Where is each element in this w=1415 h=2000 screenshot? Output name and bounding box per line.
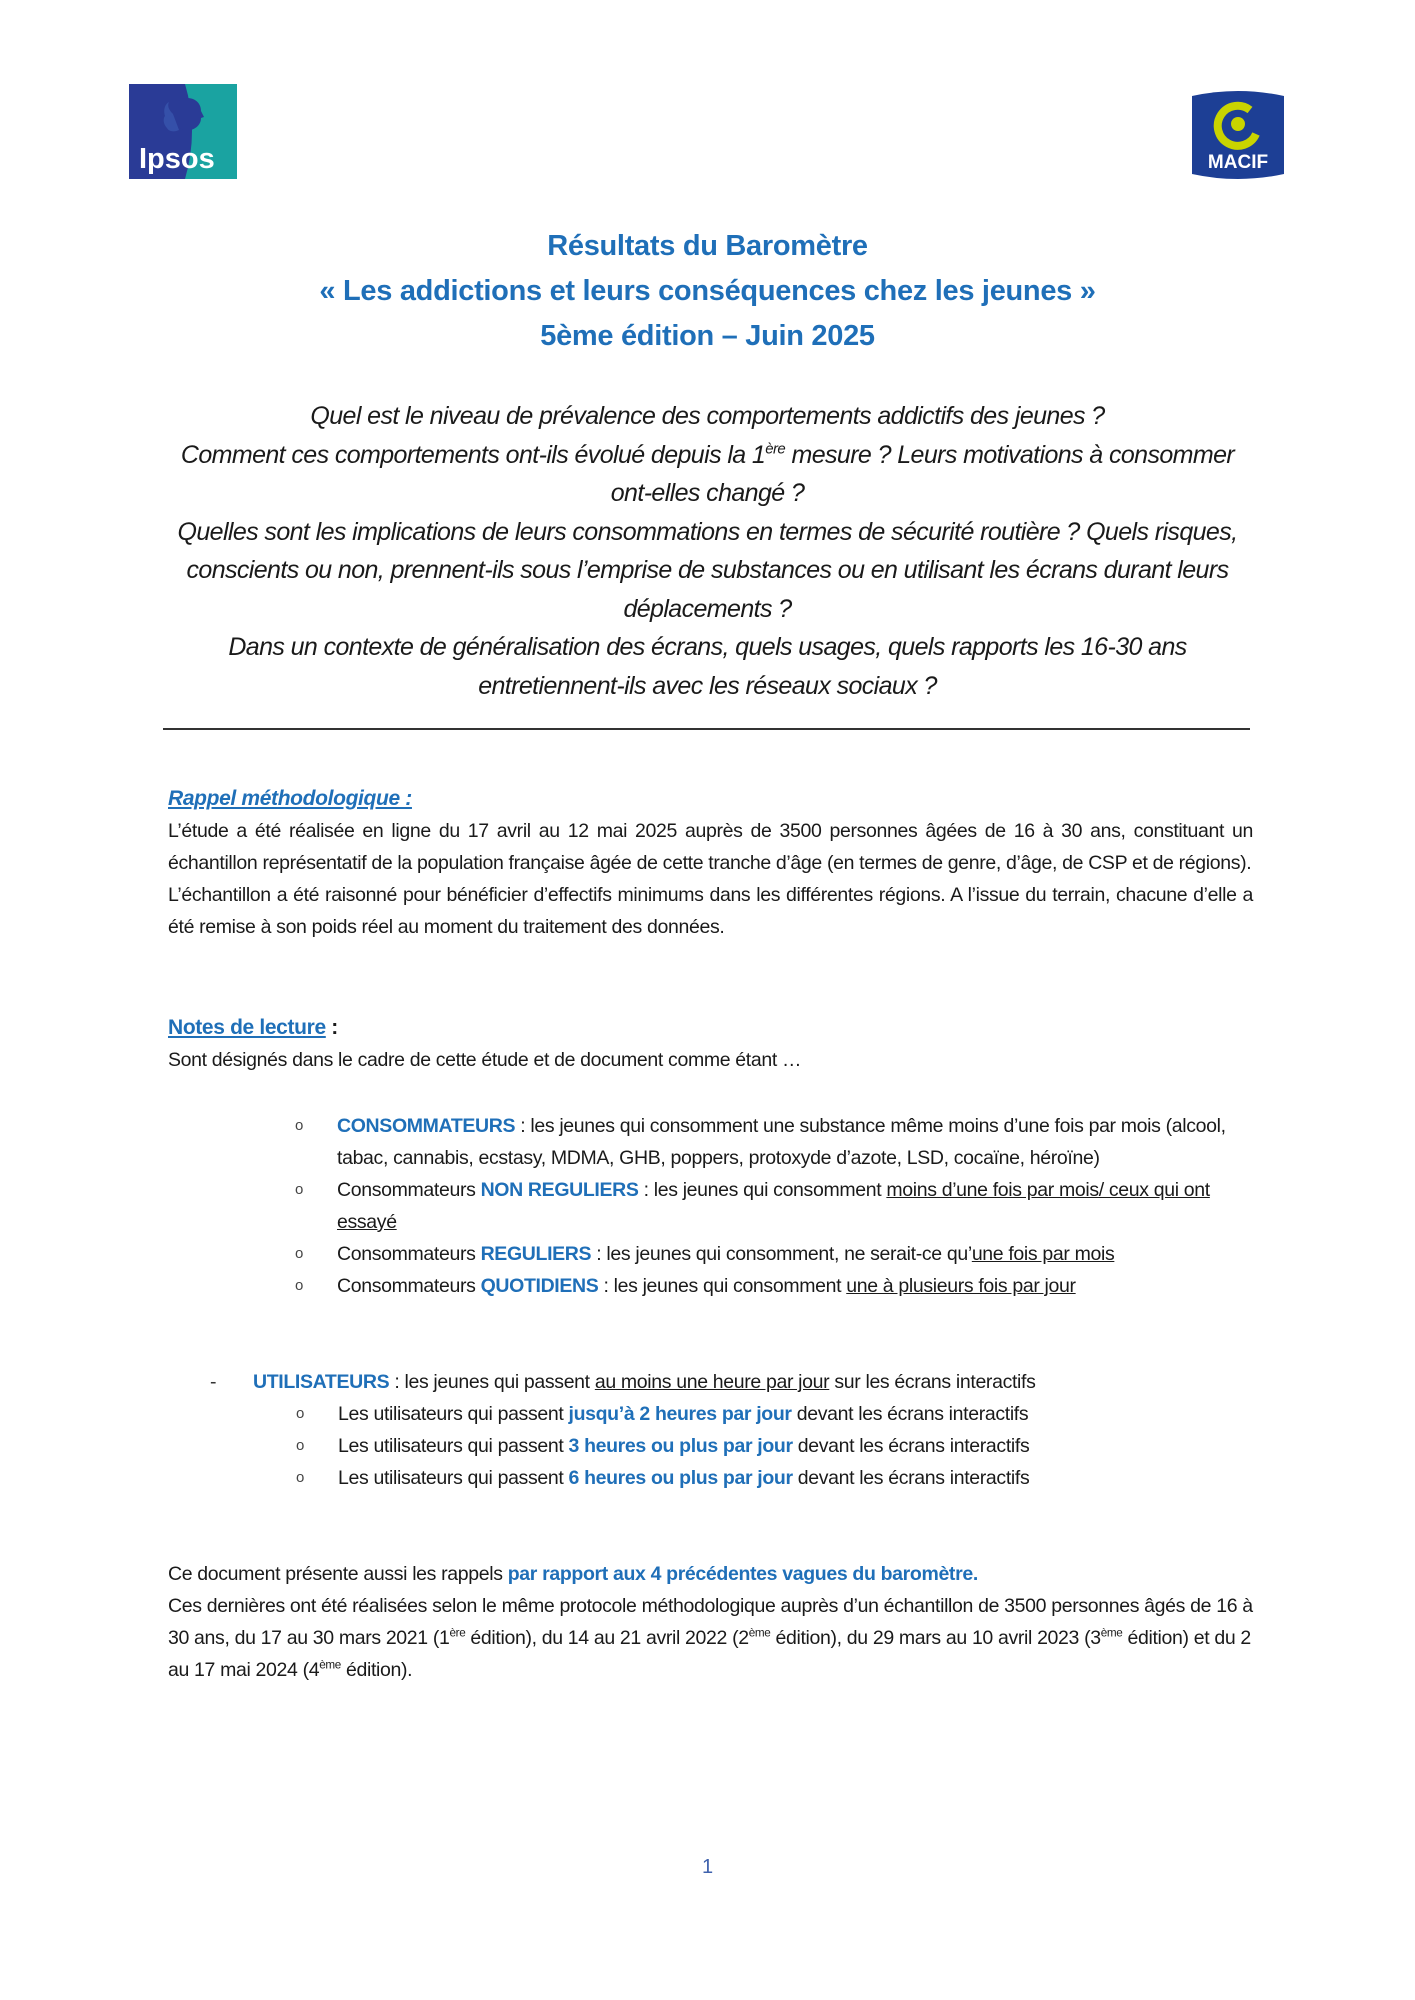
item-keyword: NON REGULIERS <box>480 1179 639 1201</box>
circle-bullet-icon: o <box>296 1469 304 1486</box>
item-text: : les jeunes qui passent <box>389 1371 595 1393</box>
circle-bullet-icon: o <box>295 1181 303 1198</box>
list-item <box>295 1110 1255 1174</box>
details-text-c: édition), du 29 mars au 10 avril 2023 (3 <box>770 1627 1101 1649</box>
circle-bullet-icon: o <box>295 1117 303 1134</box>
previous-waves-highlight: par rapport aux 4 précédentes vagues du baromètre. <box>507 1563 978 1585</box>
superscript-3: ème <box>1100 1626 1123 1640</box>
methodology-section <box>168 783 1253 943</box>
details-text-d: édition) et du 2 au 17 mai 2024 (4 <box>168 1627 1251 1681</box>
details-text-e: édition). <box>340 1659 413 1681</box>
svg-text:Ipsos: Ipsos <box>139 143 215 175</box>
item-underlined: moins d’une fois par mois/ ceux qui ont essayé <box>337 1179 1210 1233</box>
item-prefix: Les utilisateurs qui passent <box>338 1467 569 1489</box>
list-item <box>295 1238 1255 1270</box>
question-2-superscript: ère <box>765 440 786 458</box>
question-4: Dans un contexte de généralisation des écrans, quels usages, quels rapports les 16-30 ans entretiennent-ils avec les réseaux sociaux ? <box>228 633 1187 700</box>
item-text: : les jeunes qui consomment <box>598 1275 847 1297</box>
methodology-paragraph-1: L’étude a été réalisée en ligne du 17 avril au 12 mai 2025 auprès de 3500 personnes âgées de 16 à 30 ans, constituant un échantillon représentatif de la population française âgée de cette tranche d’âge (en termes de genre, d’âge, de CSP et de régions). <box>168 820 1253 874</box>
item-underlined: une à plusieurs fois par jour <box>846 1275 1076 1297</box>
ipsos-logo <box>129 84 237 179</box>
methodology-paragraph-2: L’échantillon a été raisonné pour bénéficier d’effectifs minimums dans les différentes régions. A l’issue du terrain, chacune d’elle a été remise à son poids réel au moment du traitement des données. <box>168 884 1253 938</box>
item-underlined: au moins une heure par jour <box>594 1371 830 1393</box>
item-keyword: UTILISATEURS <box>253 1371 390 1393</box>
item-underlined: une fois par mois <box>971 1243 1115 1265</box>
item-keyword: QUOTIDIENS <box>480 1275 599 1297</box>
question-1: Quel est le niveau de prévalence des comportements addictifs des jeunes ? <box>310 402 1105 430</box>
user-sub-list <box>296 1398 1210 1494</box>
consumer-definitions-list <box>295 1110 1255 1302</box>
item-prefix: Les utilisateurs qui passent <box>338 1403 569 1425</box>
item-prefix: Les utilisateurs qui passent <box>338 1435 569 1457</box>
superscript-4: ème <box>319 1658 341 1672</box>
research-questions <box>160 397 1255 705</box>
item-prefix: Consommateurs <box>337 1275 481 1297</box>
item-text-after: sur les écrans interactifs <box>829 1371 1036 1393</box>
item-keyword: 6 heures ou plus par jour <box>568 1467 793 1489</box>
dash-bullet-icon: - <box>210 1371 217 1393</box>
question-2 <box>160 436 1255 513</box>
macif-logo <box>1188 88 1288 180</box>
list-item <box>295 1270 1255 1302</box>
list-item <box>296 1462 1210 1494</box>
ipsos-logo-icon <box>129 84 237 179</box>
reading-notes-colon: : <box>325 1016 338 1039</box>
svg-text:MACIF: MACIF <box>1207 152 1269 173</box>
title-line-3: 5ème édition – Juin 2025 <box>540 320 875 352</box>
item-keyword: CONSOMMATEURS <box>337 1115 516 1137</box>
previous-waves-details <box>168 1590 1253 1686</box>
list-item <box>295 1174 1255 1238</box>
superscript-2: ème <box>748 1626 771 1640</box>
item-keyword: 3 heures ou plus par jour <box>568 1435 793 1457</box>
circle-bullet-icon: o <box>296 1437 304 1454</box>
question-2-text-b: mesure ? Leurs motivations à consommer ont-elles changé ? <box>610 440 1235 507</box>
question-2-text-a: Comment ces comportements ont-ils évolué depuis la 1 <box>180 440 766 469</box>
macif-logo-icon <box>1188 88 1288 180</box>
methodology-heading: Rappel méthodologique : <box>168 787 412 810</box>
item-suffix: devant les écrans interactifs <box>791 1403 1029 1425</box>
item-keyword: REGULIERS <box>480 1243 592 1265</box>
item-keyword: jusqu’à 2 heures par jour <box>568 1403 792 1425</box>
list-item <box>296 1398 1210 1430</box>
details-text-a: Ces dernières ont été réalisées selon le même protocole méthodologique auprès d’un échantillon de 3500 personnes âgés de 16 à 30 ans, du 17 au 30 mars 2021 (1 <box>168 1595 1253 1649</box>
previous-waves-intro-text: Ce document présente aussi les rappels <box>168 1563 508 1585</box>
circle-bullet-icon: o <box>296 1405 304 1422</box>
item-text: : les jeunes qui consomment <box>638 1179 887 1201</box>
item-suffix: devant les écrans interactifs <box>792 1435 1030 1457</box>
list-item <box>210 1366 1210 1398</box>
item-text: : les jeunes qui consomment une substance même moins d’une fois par mois (alcool, tabac, cannabis, ecstasy, MDMA, GHB, poppers, protoxyde d’azote, LSD, cocaïne, héroïne) <box>337 1115 1226 1169</box>
reading-notes-intro: Sont désignés dans le cadre de cette étude et de document comme étant … <box>168 1049 802 1071</box>
list-item <box>296 1430 1210 1462</box>
document-title <box>0 224 1415 359</box>
item-text: : les jeunes qui consomment, ne serait-ce qu’ <box>591 1243 972 1265</box>
title-line-2: « Les addictions et leurs conséquences chez les jeunes » <box>319 275 1096 307</box>
page-number: 1 <box>701 1856 714 1878</box>
item-prefix: Consommateurs <box>337 1179 481 1201</box>
title-line-1: Résultats du Baromètre <box>547 230 868 262</box>
previous-waves-intro <box>168 1558 1253 1590</box>
previous-waves-section <box>168 1558 1253 1686</box>
circle-bullet-icon: o <box>295 1245 303 1262</box>
superscript-1: ère <box>449 1626 466 1640</box>
user-definitions-list <box>210 1366 1210 1494</box>
reading-notes-section <box>168 1012 1253 1076</box>
section-divider <box>163 728 1250 730</box>
reading-notes-heading: Notes de lecture <box>168 1016 326 1039</box>
question-3: Quelles sont les implications de leurs consommations en termes de sécurité routière ? Quels risques, conscients ou non, prennent-ils sous l’emprise de substances ou en utilisant les écrans durant leurs déplacements ? <box>177 517 1238 623</box>
circle-bullet-icon: o <box>295 1277 303 1294</box>
item-prefix: Consommateurs <box>337 1243 481 1265</box>
item-suffix: devant les écrans interactifs <box>792 1467 1030 1489</box>
details-text-b: édition), du 14 au 21 avril 2022 (2 <box>465 1627 749 1649</box>
